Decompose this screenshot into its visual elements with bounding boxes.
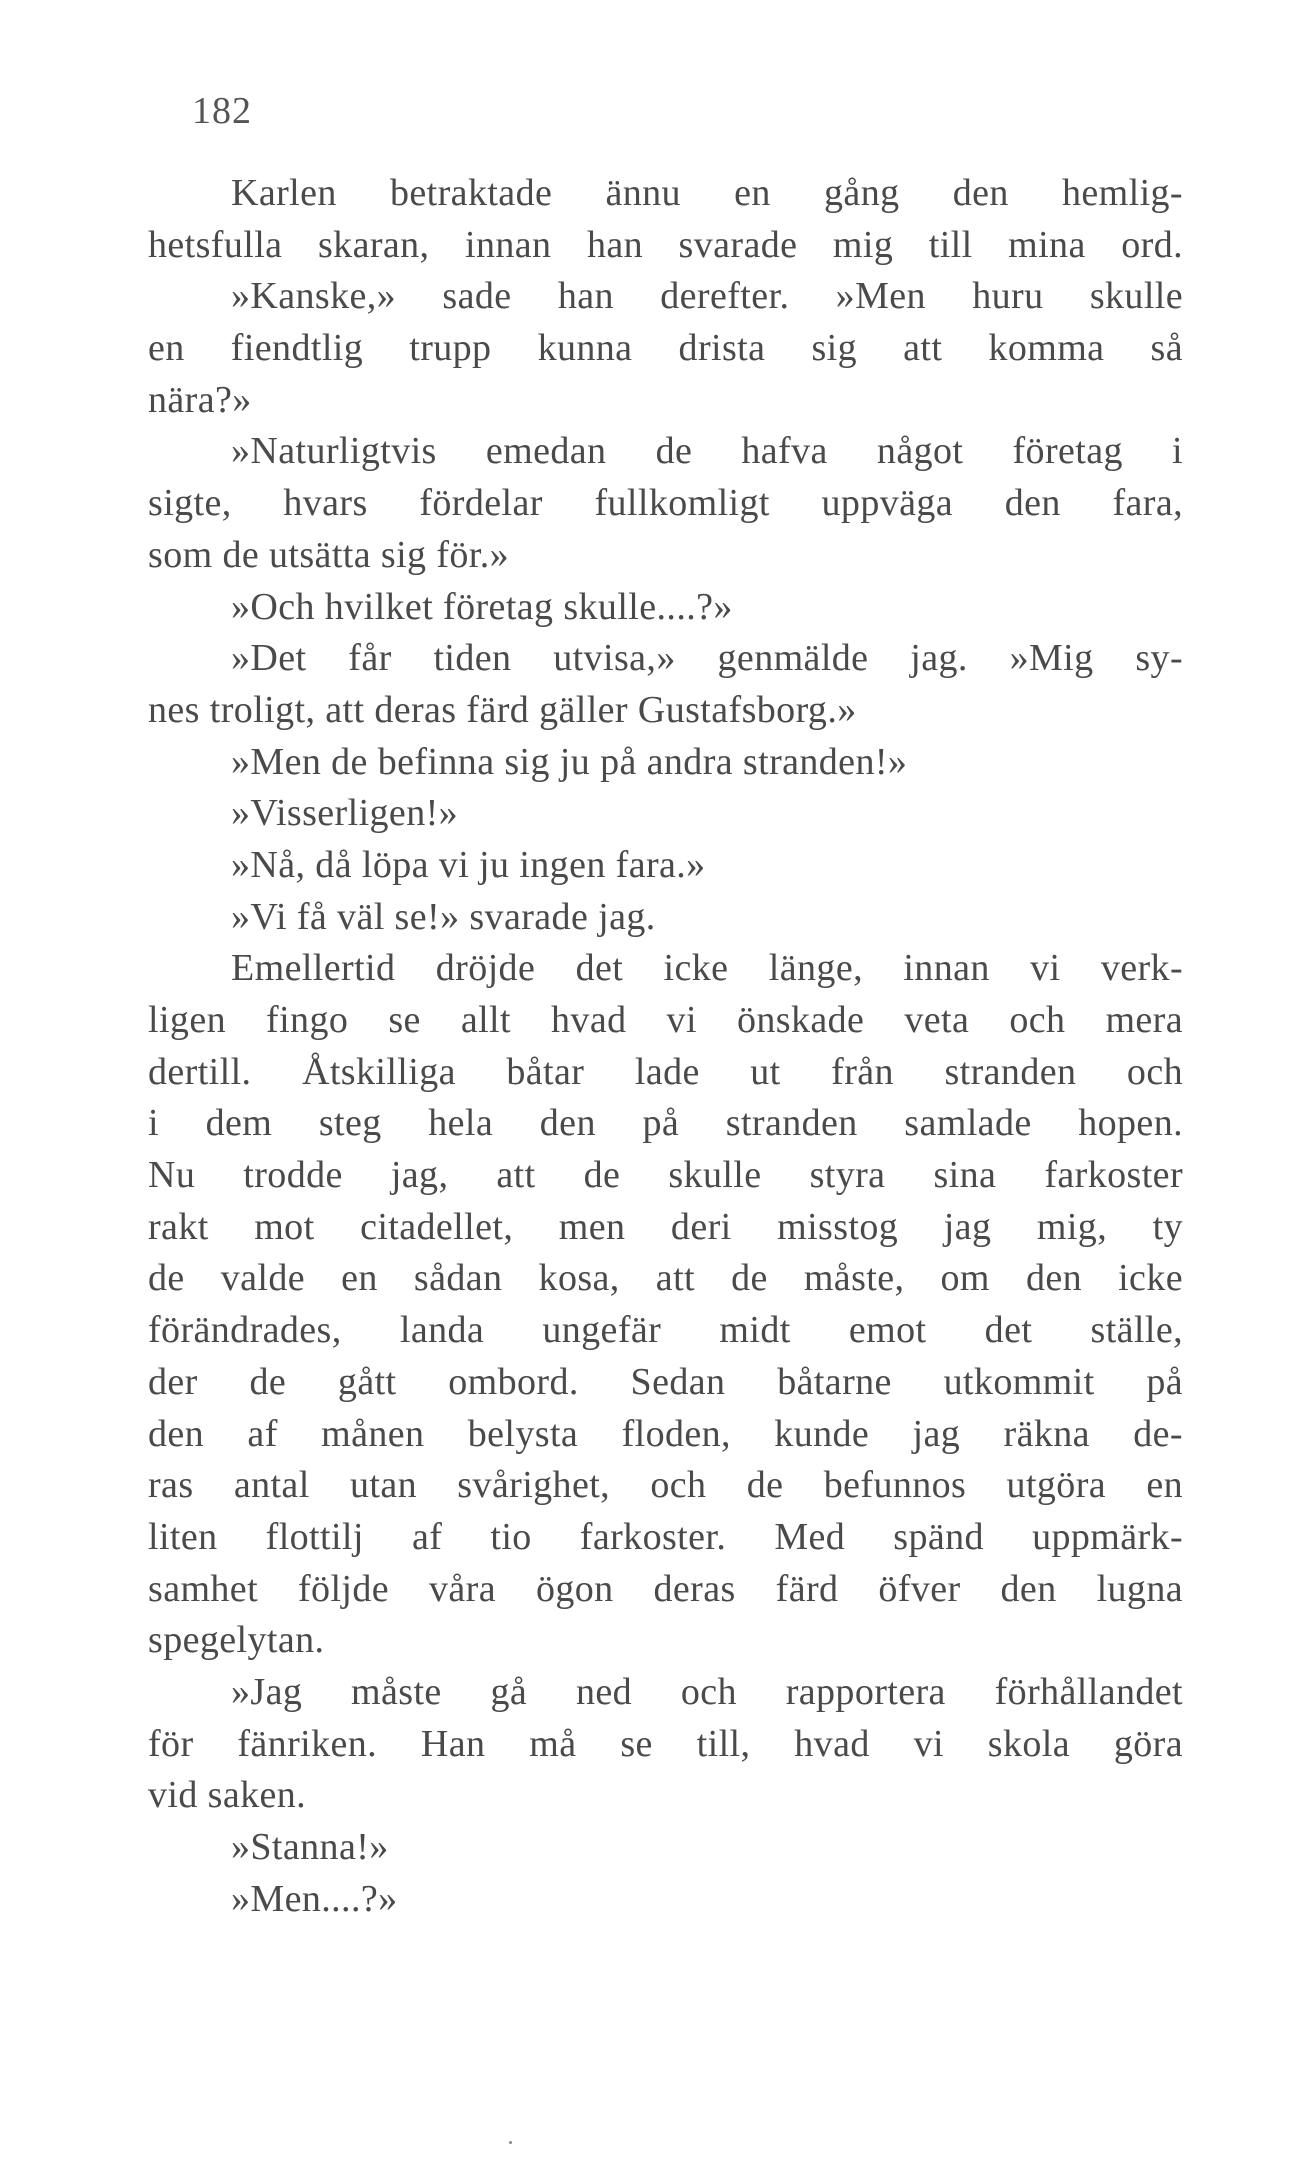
text-line: vid saken. [148, 1774, 307, 1817]
text-line: förändrades, landa ungefär midt emot det ställe, [148, 1309, 1183, 1352]
text-line: de valde en sådan kosa, att de måste, om den icke [148, 1257, 1183, 1300]
text-line: ligen fingo se allt hvad vi önskade veta och mera [148, 999, 1183, 1041]
text-line: »Och hvilket företag skulle....?» [231, 585, 733, 628]
text-line: spegelytan. [148, 1619, 325, 1662]
text-line: den af månen belysta floden, kunde jag räkna de- [148, 1412, 1183, 1455]
text-line: »Naturligtvis emedan de hafva något företag i [231, 430, 1183, 473]
text-line: i dem steg hela den på stranden samlade hopen. [148, 1102, 1183, 1145]
text-line: hetsfulla skaran, innan han svarade mig till mina ord. [148, 223, 1183, 266]
text-line: »Men de befinna sig ju på andra stranden!» [231, 740, 908, 783]
text-line: »Vi få väl se!» svarade jag. [231, 895, 656, 938]
text-line: Karlen betraktade ännu en gång den hemlig- [231, 172, 1183, 214]
text-line: »Kanske,» sade han derefter. »Men huru skulle [231, 275, 1183, 318]
text-line: Nu trodde jag, att de skulle styra sina farkoster [148, 1154, 1183, 1197]
text-line: samhet följde våra ögon deras färd öfver den lugna [148, 1567, 1183, 1610]
text-line: nes troligt, att deras färd gäller Gustafsborg.» [148, 688, 857, 731]
text-line: liten flottilj af tio farkoster. Med spänd uppmärk- [148, 1515, 1183, 1558]
text-line: »Visserligen!» [231, 792, 459, 835]
text-line: nära?» [148, 378, 252, 421]
text-line: ras antal utan svårighet, och de befunnos utgöra en [148, 1464, 1183, 1507]
text-line: sigte, hvars fördelar fullkomligt uppväga den fara, [148, 482, 1183, 525]
text-line: en fiendtlig trupp kunna drista sig att komma så [148, 327, 1183, 370]
text-line: »Stanna!» [231, 1826, 389, 1868]
text-line: »Det får tiden utvisa,» genmälde jag. »Mig sy- [231, 637, 1183, 680]
paper-speck [509, 2141, 512, 2144]
text-line: »Nå, då löpa vi ju ingen fara.» [231, 843, 706, 886]
text-line: »Jag måste gå ned och rapportera förhållandet [231, 1670, 1183, 1713]
text-line: för fänriken. Han må se till, hvad vi skola göra [148, 1722, 1183, 1765]
text-line: »Men....?» [231, 1877, 398, 1920]
page-number: 182 [192, 90, 252, 132]
text-line: dertill. Åtskilliga båtar lade ut från stranden och [148, 1050, 1183, 1093]
text-line: som de utsätta sig för.» [148, 533, 510, 576]
text-line: rakt mot citadellet, men deri misstog jag mig, ty [148, 1205, 1183, 1248]
text-line: Emellertid dröjde det icke länge, innan vi verk- [231, 947, 1183, 990]
text-line: der de gått ombord. Sedan båtarne utkommit på [148, 1360, 1183, 1403]
body-text [148, 168, 1183, 1925]
